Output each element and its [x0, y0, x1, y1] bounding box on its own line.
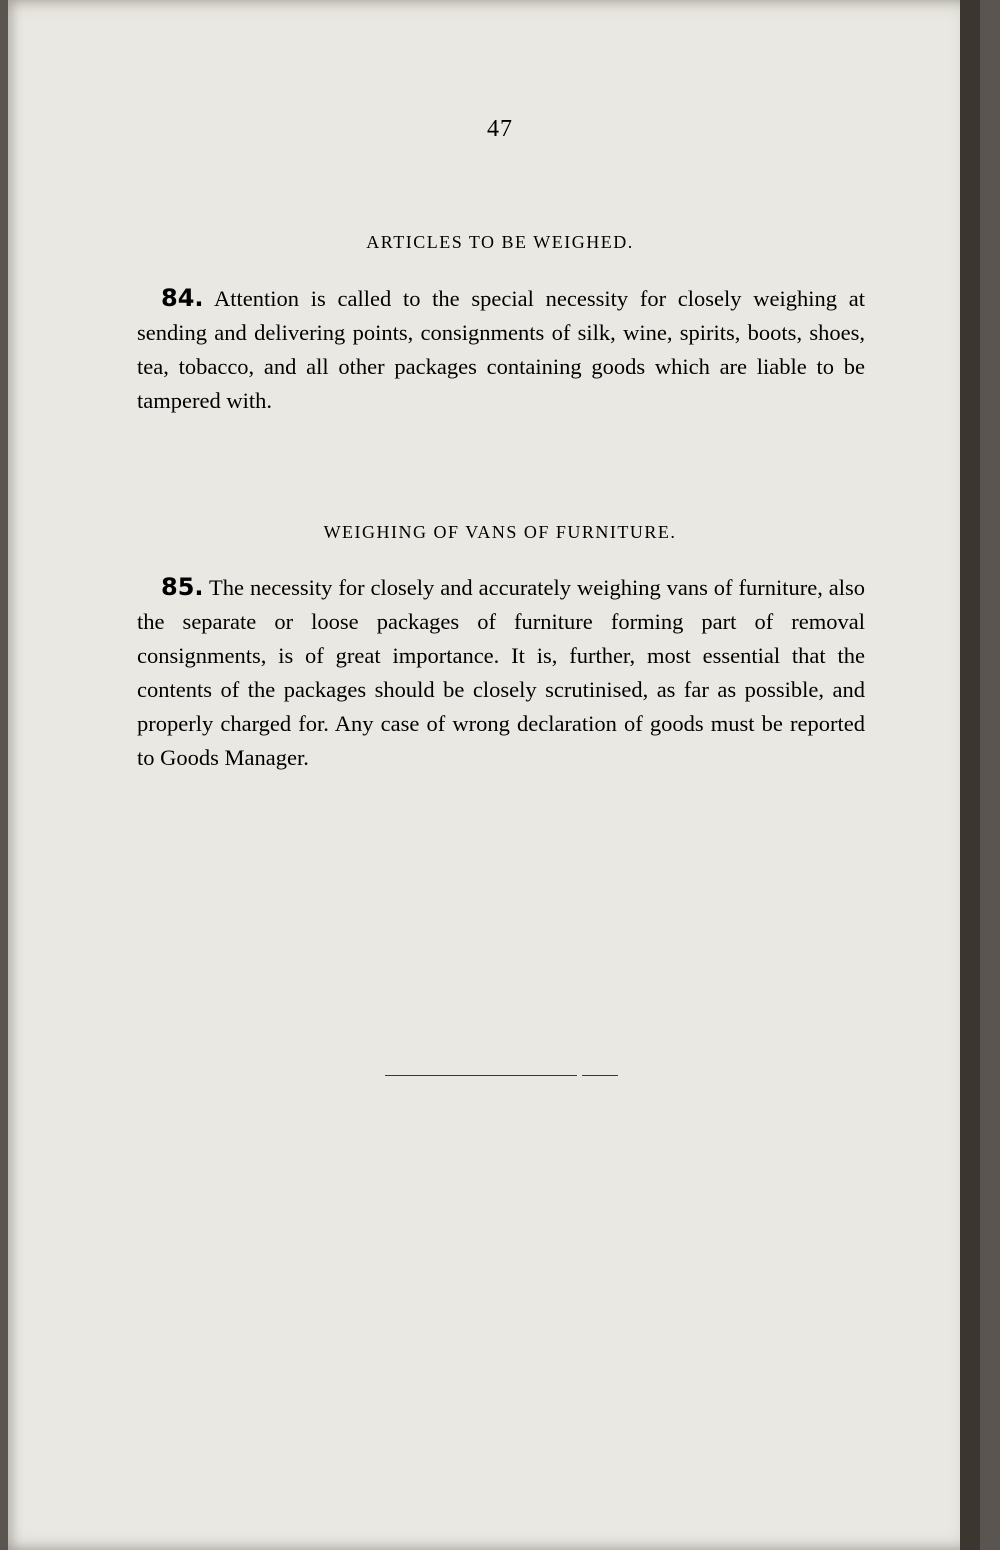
end-rule-short [582, 1075, 618, 1076]
page-number: 47 [487, 116, 513, 142]
paragraph-number: 85. [161, 573, 204, 601]
paragraph-text: Attention is called to the special necessity for closely weighing at sending and delivering points, consignments of silk, wine, spirits, boots, shoes, tea, tobacco, and all other packages containing goods which are liable to be tampered with. [137, 286, 865, 413]
paragraph-text: The necessity for closely and accurately weighing vans of furniture, also the separate or loose packages of furniture forming part of removal consignments, is of great importance. It is, further, most essential that the contents of the packages should be closely scrutinised, as far as possible, and properly charged for. Any case of wrong declaration of goods must be reported to Goods Manager. [137, 575, 865, 770]
section-heading-furniture: WEIGHING OF VANS OF FURNITURE. [323, 522, 677, 542]
section-heading-articles: ARTICLES TO BE WEIGHED. [366, 232, 634, 252]
paragraph-85 [137, 570, 865, 775]
paragraph-number: 84. [161, 284, 204, 312]
end-rule [385, 1075, 577, 1076]
page-edge [960, 0, 980, 1550]
paragraph-84 [137, 281, 865, 418]
